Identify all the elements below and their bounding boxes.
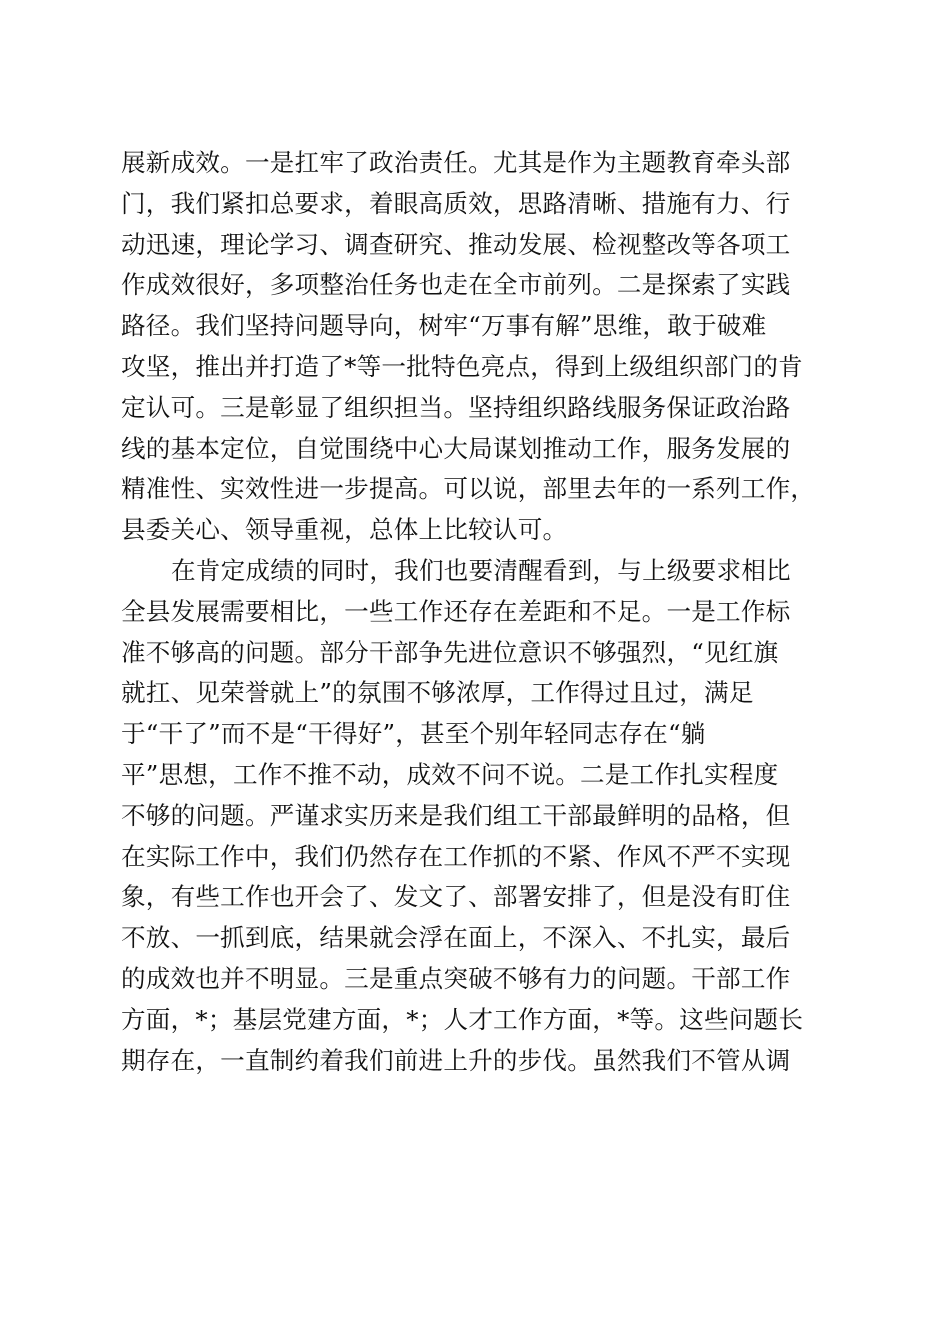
- text-line: 准不够高的问题。部分干部争先进位意识不够强烈，“见红旗: [121, 637, 779, 667]
- text-line: 于“干了”而不是“干得好”，甚至个别年轻同志存在“躺: [121, 719, 706, 749]
- text-line: 的成效也并不明显。三是重点突破不够有力的问题。干部工作: [121, 963, 791, 993]
- text-line: 就扛、见荣誉就上”的氛围不够浓厚，工作得过且过，满足: [121, 678, 754, 708]
- text-line: 平”思想，工作不推不动，成效不问不说。二是工作扎实程度: [121, 759, 779, 789]
- body-text: [121, 143, 841, 1081]
- text-line: 全县发展需要相比，一些工作还存在差距和不足。一是工作标: [121, 596, 791, 626]
- text-line: 在肯定成绩的同时，我们也要清醒看到，与上级要求相比: [171, 555, 791, 585]
- text-line: 象，有些工作也开会了、发文了、部署安排了，但是没有盯住: [121, 882, 791, 912]
- text-line: 县委关心、领导重视，总体上比较认可。: [121, 515, 568, 545]
- text-line: 期存在，一直制约着我们前进上升的步伐。虽然我们不管从调: [121, 1045, 791, 1075]
- text-line: 在实际工作中，我们仍然存在工作抓的不紧、作风不严不实现: [121, 841, 791, 871]
- text-line: 精准性、实效性进一步提高。可以说，部里去年的一系列工作，: [121, 474, 816, 504]
- paragraph-shortcomings: [121, 551, 841, 1081]
- text-line: 动迅速，理论学习、调查研究、推动发展、检视整改等各项工: [121, 229, 791, 259]
- text-line: 展新成效。一是扛牢了政治责任。尤其是作为主题教育牵头部: [121, 148, 791, 177]
- text-line: 攻坚，推出并打造了*等一批特色亮点，得到上级组织部门的肯: [121, 351, 803, 381]
- text-line: 作成效很好，多项整治任务也走在全市前列。二是探索了实践: [121, 270, 791, 300]
- text-line: 定认可。三是彰显了组织担当。坚持组织路线服务保证政治路: [121, 392, 791, 422]
- text-line: 不够的问题。严谨求实历来是我们组工干部最鲜明的品格，但: [121, 800, 791, 830]
- text-line: 不放、一抓到底，结果就会浮在面上，不深入、不扎实，最后: [121, 923, 791, 953]
- paragraph-achievements: [121, 143, 841, 551]
- text-line: 路径。我们坚持问题导向，树牢“万事有解”思维，敢于破难: [121, 311, 767, 341]
- text-line: 方面，*；基层党建方面，*；人才工作方面，*等。这些问题长: [121, 1004, 804, 1034]
- text-line: 门，我们紧扣总要求，着眼高质效，思路清晰、措施有力、行: [121, 188, 791, 218]
- text-line: 线的基本定位，自觉围绕中心大局谋划推动工作，服务发展的: [121, 433, 791, 463]
